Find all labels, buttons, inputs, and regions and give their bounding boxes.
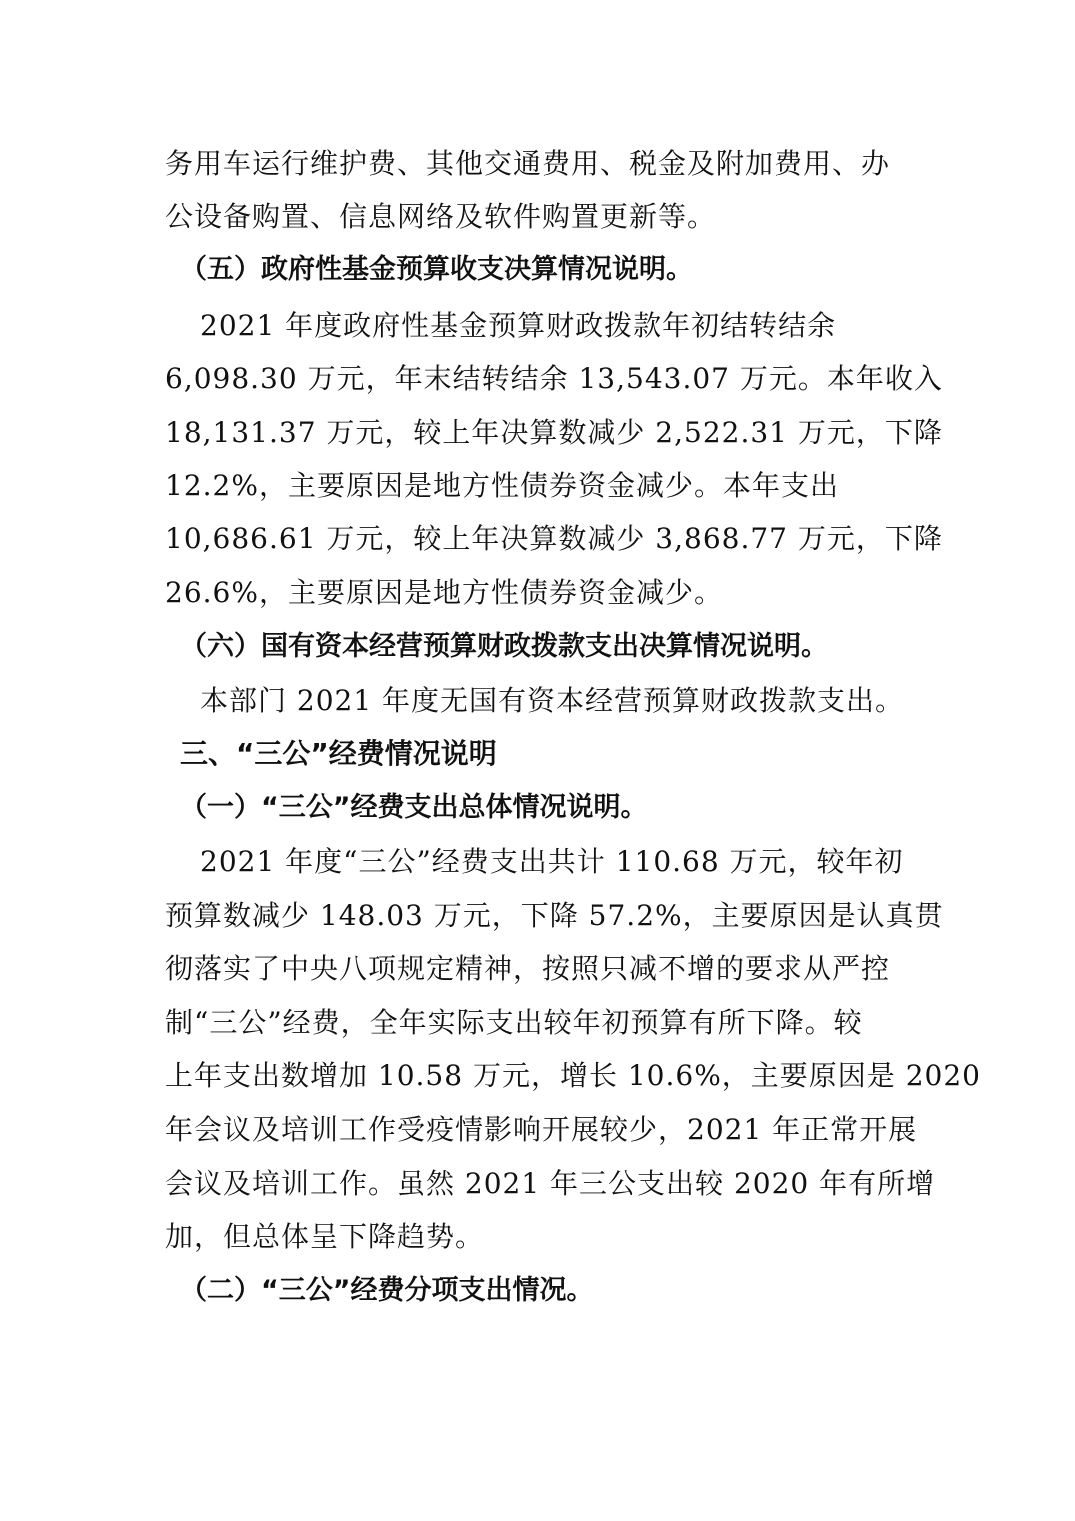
body-text-line: 2021 年度“三公”经费支出共计 110.68 万元，较年初 <box>200 845 904 878</box>
body-text-line: 加，但总体呈下降趋势。 <box>165 1220 485 1253</box>
subsection-heading-6: （六）国有资本经营预算财政拨款支出决算情况说明。 <box>180 631 828 662</box>
body-text-line: 彻落实了中央八项规定精神，按照只减不增的要求从严控 <box>165 952 891 985</box>
body-text-line: 制“三公”经费，全年实际支出较年初预算有所下降。较 <box>165 1006 863 1039</box>
subsection-heading-1: （一）“三公”经费支出总体情况说明。 <box>180 792 648 823</box>
body-text-line: 6,098.30 万元，年末结转结余 13,543.07 万元。本年收入 <box>165 362 943 395</box>
body-text-line: 会议及培训工作。虽然 2021 年三公支出较 2020 年有所增 <box>165 1167 936 1200</box>
section-heading-3: 三、“三公”经费情况说明 <box>180 737 497 770</box>
body-text-line: 12.2%，主要原因是地方性债券资金减少。本年支出 <box>165 469 839 502</box>
subsection-heading-2: （二）“三公”经费分项支出情况。 <box>180 1275 594 1306</box>
body-text-line: 预算数减少 148.03 万元，下降 57.2%，主要原因是认真贯 <box>165 899 944 932</box>
body-text-line: 上年支出数增加 10.58 万元，增长 10.6%，主要原因是 2020 <box>165 1059 981 1092</box>
body-text-line: 26.6%，主要原因是地方性债券资金减少。 <box>165 576 723 609</box>
body-text-line: 年会议及培训工作受疫情影响开展较少，2021 年正常开展 <box>165 1113 918 1146</box>
body-text-line: 18,131.37 万元，较上年决算数减少 2,522.31 万元，下降 <box>165 416 943 449</box>
body-text-line: 10,686.61 万元，较上年决算数减少 3,868.77 万元，下降 <box>165 522 943 555</box>
body-text-line: 2021 年度政府性基金预算财政拨款年初结转结余 <box>200 309 837 342</box>
body-text-line: 公设备购置、信息网络及软件购置更新等。 <box>165 200 717 233</box>
body-text-line: 务用车运行维护费、其他交通费用、税金及附加费用、办 <box>165 147 891 180</box>
subsection-heading-5: （五）政府性基金预算收支决算情况说明。 <box>180 254 693 285</box>
body-text-line: 本部门 2021 年度无国有资本经营预算财政拨款支出。 <box>200 684 905 717</box>
